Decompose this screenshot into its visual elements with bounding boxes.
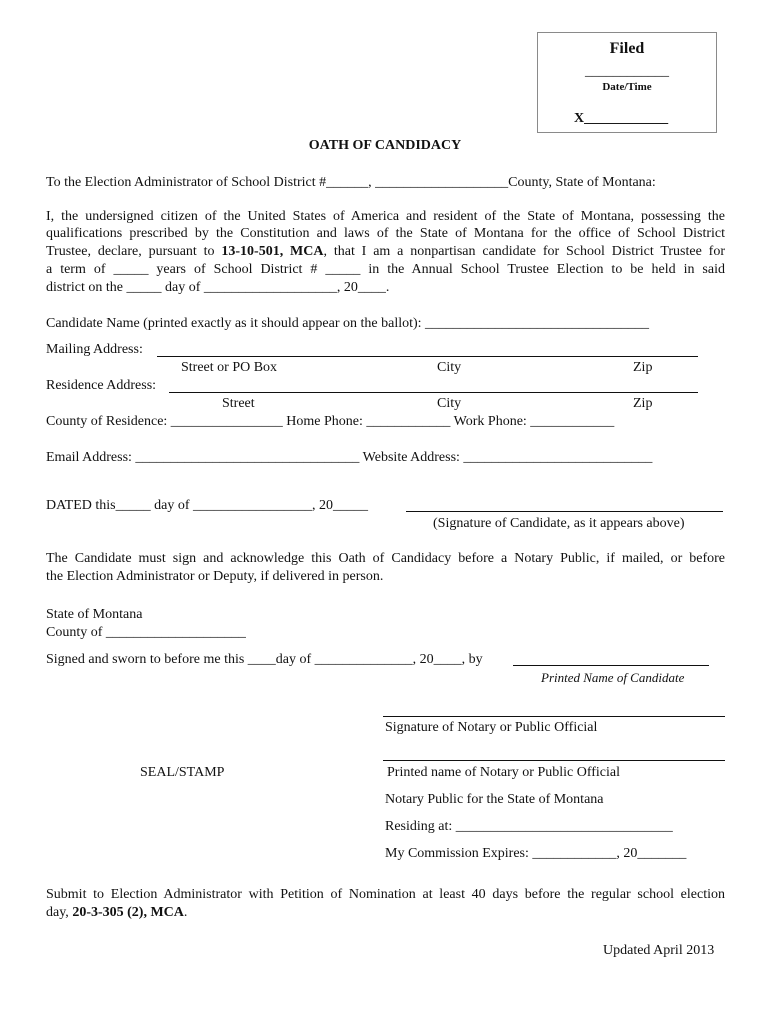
declaration-line-3 <box>46 245 725 259</box>
submit-line-2-pre: day, <box>46 905 73 920</box>
notary-signature-line <box>383 716 725 717</box>
submit-line-2 <box>46 906 187 920</box>
state-line: State of Montana <box>46 607 143 622</box>
sworn-by-line <box>513 665 709 666</box>
candidate-signature-line <box>406 511 723 512</box>
notary-state-label: Notary Public for the State of Montana <box>385 792 604 807</box>
mailing-address-line <box>157 356 698 357</box>
residence-city-label: City <box>437 396 462 411</box>
mailing-city-label: City <box>437 360 462 375</box>
notary-signature-label: Signature of Notary or Public Official <box>385 720 598 735</box>
declaration-line-3-pre: Trustee, declare, pursuant to <box>46 244 222 259</box>
submit-line-2-post: . <box>183 905 188 920</box>
mailing-zip-label: Zip <box>633 360 653 375</box>
county-phone-line: County of Residence: ________________ Home Phone: ____________ Work Phone: ____________ <box>46 414 615 429</box>
submit-citation: 20-3-305 (2), MCA <box>72 905 184 920</box>
statute-citation: 13-10-501, MCA <box>221 244 324 259</box>
filed-box <box>537 32 717 133</box>
notary-printed-name-line <box>383 760 725 761</box>
notary-commission-line: My Commission Expires: ____________, 20_______ <box>385 846 687 861</box>
declaration-line-2: qualifications prescribed by the Constitution and laws of the State of Montana for the office of School District <box>46 226 725 241</box>
email-website-line: Email Address: ________________________________ Website Address: ___________________________ <box>46 450 653 465</box>
residence-address-line <box>169 392 698 393</box>
seal-stamp-label: SEAL/STAMP <box>140 765 225 780</box>
form-title: OATH OF CANDIDACY <box>308 138 462 153</box>
sworn-line: Signed and sworn to before me this ____day of ______________, 20____, by <box>46 652 483 667</box>
county-line: County of ____________________ <box>46 625 246 640</box>
candidate-name-line: Candidate Name (printed exactly as it should appear on the ballot): ________________________________ <box>46 316 650 331</box>
signature-caption: (Signature of Candidate, as it appears above) <box>433 516 685 531</box>
residence-address-label: Residence Address: <box>46 378 157 393</box>
printed-name-caption: Printed Name of Candidate <box>541 670 685 685</box>
filed-date-line: ____________ <box>585 64 669 79</box>
mailing-address-label: Mailing Address: <box>46 342 143 357</box>
declaration-line-5: district on the _____ day of ___________________, 20____. <box>46 280 390 295</box>
declaration-line-3-post: , that I am a nonpartisan candidate for School District Trustee for <box>323 244 725 259</box>
filed-title: Filed <box>609 40 645 57</box>
declaration-line-4: a term of _____ years of School District # _____ in the Annual School Trustee Election to be held in said <box>46 262 725 277</box>
updated-label: Updated April 2013 <box>603 943 715 958</box>
declaration-line-1: I, the undersigned citizen of the United States of America and resident of the State of Montana, possessing the <box>46 209 725 224</box>
filed-x-line: X____________ <box>574 111 669 126</box>
filed-date-time-label: Date/Time <box>602 81 652 93</box>
residence-street-label: Street <box>222 396 255 411</box>
mailing-street-label: Street or PO Box <box>181 360 278 375</box>
instruction-line-1: The Candidate must sign and acknowledge this Oath of Candidacy before a Notary Public, if mailed, or before <box>46 551 725 566</box>
submit-line-1: Submit to Election Administrator with Petition of Nomination at least 40 days before the regular school election <box>46 887 725 902</box>
dated-line: DATED this_____ day of _________________, 20_____ <box>46 498 368 513</box>
notary-printed-name-label: Printed name of Notary or Public Official <box>387 765 621 780</box>
residence-zip-label: Zip <box>633 396 653 411</box>
instruction-line-2: the Election Administrator or Deputy, if delivered in person. <box>46 569 384 584</box>
notary-residing-line: Residing at: _______________________________ <box>385 819 673 834</box>
to-line: To the Election Administrator of School District #______, ___________________County, State of Montana: <box>46 175 656 190</box>
